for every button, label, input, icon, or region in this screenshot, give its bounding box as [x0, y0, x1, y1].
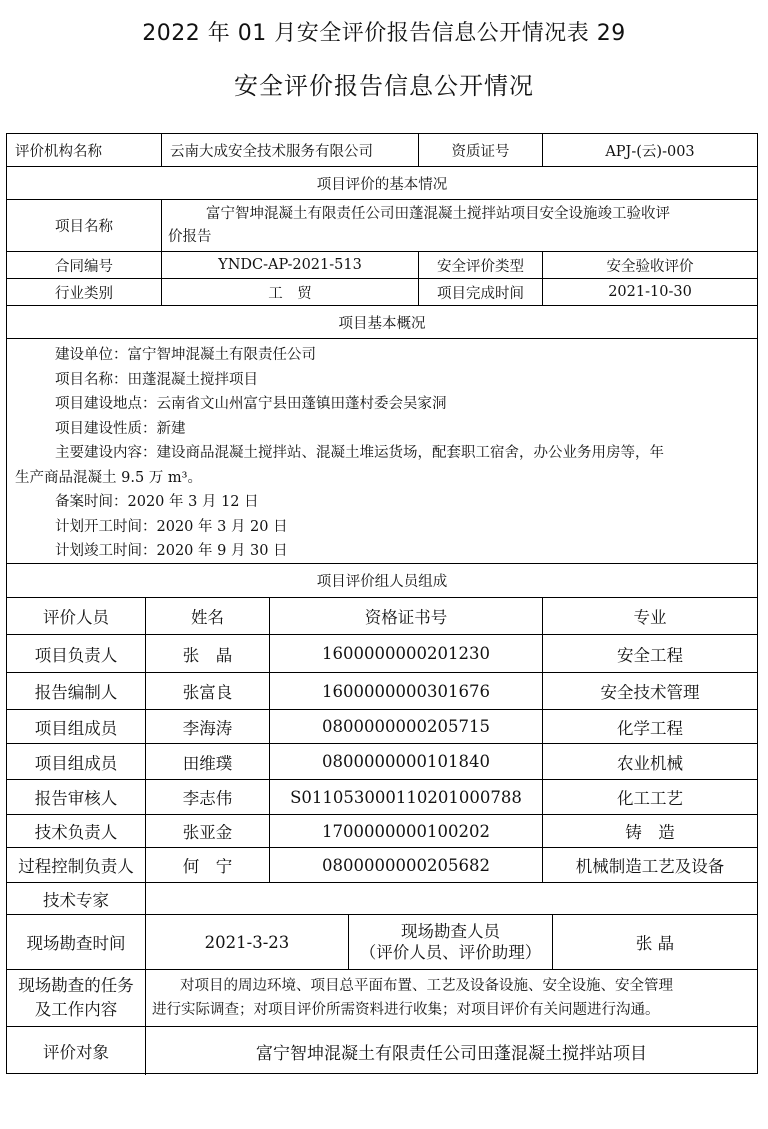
- member-major: 安全技术管理: [542, 673, 757, 709]
- overview-line: 生产商品混凝土 9.5 万 m³。: [15, 469, 202, 486]
- expert-label: 技术专家: [43, 890, 109, 910]
- team-header-cert: 资格证书号: [269, 598, 542, 634]
- table-row: [7, 814, 757, 847]
- overview-line: 项目名称：田蓬混凝土搅拌项目: [55, 371, 258, 388]
- survey-people-label: 现场勘查人员 （评价人员、评价助理）: [348, 915, 552, 969]
- team-header-row: [7, 597, 757, 634]
- project-name-value: 富宁智坤混凝土有限责任公司田蓬混凝土搅拌站项目安全设施竣工验收评 价报告: [161, 200, 757, 251]
- team-heading-row: [7, 563, 757, 597]
- member-cert: 1600000000201230: [269, 635, 542, 672]
- basic-heading: 项目评价的基本情况: [316, 176, 448, 193]
- expert-row: [7, 882, 757, 914]
- task-content: 对项目的周边环境、项目总平面布置、工艺及设备设施、安全设施、安全管理 进行实际调查；对项目评价所需资料进行收集；对项目评价有关问题进行沟通。: [145, 970, 757, 1026]
- expert-value: [145, 883, 757, 914]
- overview-line: 计划开工时间：2020 年 3 月 20 日: [55, 518, 288, 535]
- industry-value: 工 贸: [161, 279, 418, 305]
- member-major: 机械制造工艺及设备: [542, 848, 757, 882]
- survey-people-value: 张 晶: [552, 915, 757, 969]
- survey-row: [7, 914, 757, 969]
- task-label: 现场勘查的任务 及工作内容: [18, 976, 134, 1019]
- table-row: [7, 847, 757, 882]
- overview-line: 主要建设内容：建设商品混凝土搅拌站、混凝土堆运货场，配套职工宿舍，办公业务用房等，年: [55, 445, 664, 461]
- industry-row: [7, 278, 757, 305]
- member-cert: 0800000000101840: [269, 744, 542, 779]
- finish-value: 2021-10-30: [542, 279, 757, 305]
- finish-label: 项目完成时间: [418, 279, 542, 305]
- member-cert: 1600000000301676: [269, 673, 542, 709]
- team-header-role: 评价人员: [43, 608, 109, 627]
- member-cert: 1700000000100202: [269, 815, 542, 847]
- cert-label: 资质证号: [418, 134, 542, 166]
- overview-heading-row: [7, 305, 757, 338]
- overview-line: 项目建设地点：云南省文山州富宁县田蓬镇田蓬村委会吴家洞: [55, 396, 447, 412]
- overview-line: 项目建设性质：新建: [55, 420, 186, 437]
- member-name: 何 宁: [145, 848, 269, 882]
- member-major: 化工工艺: [542, 780, 757, 814]
- member-name: 李海涛: [145, 710, 269, 743]
- project-name-label: 项目名称: [55, 219, 113, 235]
- member-name: 田维璞: [145, 744, 269, 779]
- overview-line: 备案时间：2020 年 3 月 12 日: [55, 494, 259, 510]
- table-row: [7, 743, 757, 779]
- org-value: 云南大成安全技术服务有限公司: [161, 134, 418, 166]
- table-row: [7, 672, 757, 709]
- task-row: [7, 969, 757, 1026]
- page-subtitle: 安全评价报告信息公开情况: [234, 72, 534, 100]
- member-role: 项目负责人: [34, 645, 118, 665]
- industry-label: 行业类别: [55, 285, 113, 302]
- overview-line: 建设单位：富宁智坤混凝土有限责任公司: [55, 347, 316, 363]
- member-major: 农业机械: [542, 744, 757, 779]
- member-name: 张 晶: [145, 635, 269, 672]
- basic-heading-row: [7, 166, 757, 199]
- member-cert: S011053000110201000788: [269, 780, 542, 814]
- contract-row: [7, 251, 757, 278]
- member-role: 过程控制负责人: [18, 857, 134, 876]
- member-role: 技术负责人: [34, 823, 118, 842]
- eval-type-value: 安全验收评价: [542, 252, 757, 278]
- member-cert: 0800000000205682: [269, 848, 542, 882]
- info-table: [6, 133, 758, 1074]
- overview-text: [15, 343, 749, 564]
- member-name: 李志伟: [145, 780, 269, 814]
- member-cert: 0800000000205715: [269, 710, 542, 743]
- object-value: 富宁智坤混凝土有限责任公司田蓬混凝土搅拌站项目: [145, 1027, 757, 1075]
- cert-value: APJ-(云)-003: [542, 134, 757, 166]
- overview-body-row: [7, 338, 757, 563]
- member-major: 铸 造: [542, 815, 757, 847]
- object-label: 评价对象: [43, 1043, 109, 1062]
- org-row: [7, 134, 757, 166]
- team-header-name: 姓名: [145, 598, 269, 634]
- contract-value: YNDC-AP-2021-513: [161, 252, 418, 278]
- page-title: 2022 年 01 月安全评价报告信息公开情况表 29: [142, 21, 626, 46]
- eval-type-label: 安全评价类型: [418, 252, 542, 278]
- member-role: 报告编制人: [34, 683, 118, 702]
- member-name: 张亚金: [145, 815, 269, 847]
- team-heading: 项目评价组人员组成: [316, 574, 448, 590]
- member-role: 项目组成员: [34, 718, 118, 738]
- member-major: 安全工程: [542, 635, 757, 672]
- table-row: [7, 779, 757, 814]
- survey-time-label: 现场勘查时间: [26, 934, 126, 953]
- member-role: 报告审核人: [34, 789, 118, 808]
- project-name-row: [7, 199, 757, 251]
- table-row: [7, 709, 757, 743]
- table-row: [7, 634, 757, 672]
- member-name: 张富良: [145, 673, 269, 709]
- org-label: 评价机构名称: [15, 143, 102, 160]
- contract-label: 合同编号: [55, 258, 113, 275]
- survey-time-value: 2021-3-23: [145, 915, 348, 969]
- member-role: 项目组成员: [34, 753, 118, 773]
- overview-heading: 项目基本概况: [338, 315, 426, 332]
- overview-line: 计划竣工时间：2020 年 9 月 30 日: [55, 543, 288, 559]
- object-row: [7, 1026, 757, 1075]
- member-major: 化学工程: [542, 710, 757, 743]
- team-header-major: 专业: [542, 598, 757, 634]
